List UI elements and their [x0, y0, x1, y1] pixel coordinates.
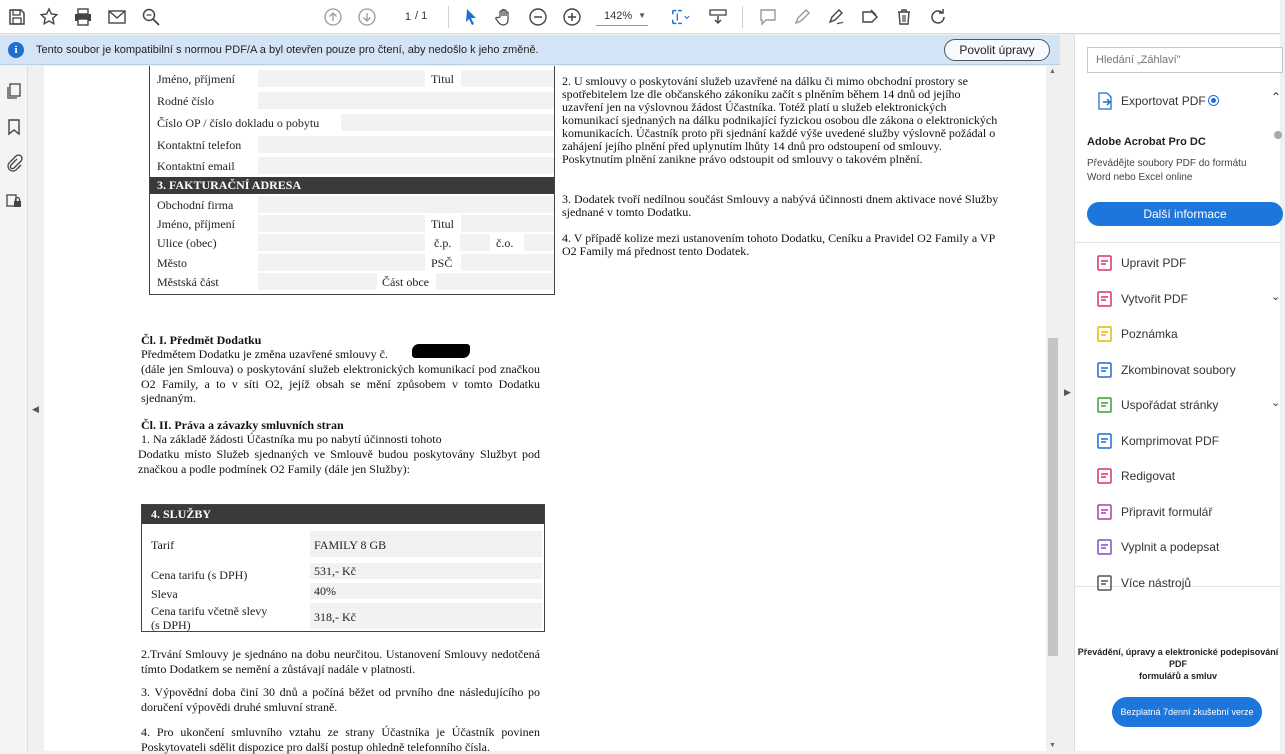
- paragraph-notice-period: 3. Výpovědní doba činí 30 dnů a počíná běžet od prvního dne následujícího po doručení výpovědi druhé smluvní straně.: [141, 685, 540, 714]
- company-field: [258, 196, 554, 213]
- form-row-name: [150, 70, 554, 88]
- left-navigation-rail: [0, 66, 28, 751]
- readonly-info-bar: [0, 35, 1060, 65]
- page-thumbnails-icon[interactable]: [3, 80, 25, 102]
- new-feature-dot-icon: [1209, 96, 1218, 105]
- paragraph-amendment-part: 3. Dodatek tvoří nedílnou součást Smlouvy a nabývá účinnosti dnem aktivace nové Služby sjednané v tomto Dodatku.: [562, 192, 999, 219]
- tool-fill-sign[interactable]: [1095, 536, 1285, 558]
- name-field: [258, 70, 425, 87]
- comment-note-icon: [1095, 324, 1115, 344]
- paragraph-duration: 2.Trvání Smlouvy je sjednáno na dobu neurčitou. Ustanovení Smlouvy nedotčená tímto Dodatkem se nemění a zůstávají nadále v platnosti.: [141, 647, 540, 676]
- birth-number-field: [258, 92, 554, 109]
- article-2-heading: Čl. II. Práva a závazky smluvních stran: [141, 418, 344, 432]
- tool-label: Redigovat: [1121, 469, 1176, 483]
- services-value: 40%: [314, 584, 336, 598]
- chevron-down-icon[interactable]: ⌄: [1271, 397, 1281, 409]
- street-field: [258, 234, 425, 251]
- close-promo-icon[interactable]: [1274, 131, 1282, 139]
- paragraph-termination: 4. Pro ukončení smluvního vztahu ze strany Účastníka je Účastník povinen Poskytovateli sdělit dispozice pro další postup ohledně telefonního čísla.: [141, 725, 540, 754]
- redacted-contract-number: [412, 344, 470, 358]
- tool-label: Zkombinovat soubory: [1121, 362, 1236, 377]
- tool-label: Vyplnit a podepsat: [1121, 540, 1220, 554]
- form-label: Číslo OP / číslo dokladu o pobytu: [157, 116, 320, 130]
- collapse-right-panel-icon[interactable]: ▶: [1064, 387, 1071, 397]
- scroll-down-icon[interactable]: ▼: [1049, 742, 1056, 749]
- services-key: Sleva: [151, 587, 178, 601]
- free-trial-button[interactable]: Bezplatná 7denní zkušební verze: [1112, 697, 1262, 727]
- attachment-icon[interactable]: [3, 152, 25, 174]
- tools-search-input[interactable]: [1087, 47, 1283, 73]
- form-label: Obchodní firma: [157, 198, 234, 212]
- fill-sign-icon: [1095, 537, 1115, 557]
- tool-combine-files[interactable]: [1095, 359, 1285, 381]
- tool-label: Poznámka: [1121, 327, 1178, 341]
- form-label: Město: [157, 256, 187, 270]
- scrollbar-thumb[interactable]: [1048, 338, 1058, 656]
- collapse-left-panel-icon[interactable]: ◀: [32, 404, 39, 414]
- city-field: [258, 254, 425, 271]
- id-number-field: [341, 114, 554, 131]
- form-row-birth-number: [150, 92, 554, 110]
- page-total: / 1: [415, 10, 428, 22]
- chevron-down-icon[interactable]: ⌄: [1271, 290, 1281, 303]
- district-part-field: [436, 273, 554, 290]
- tool-label: Připravit formulář: [1121, 504, 1213, 519]
- zoom-level-select[interactable]: [596, 8, 648, 26]
- form-row-district: [150, 273, 554, 291]
- info-message: Tento soubor je kompatibilní s normou PDF/A a byl otevřen pouze pro čtení, aby nedošlo k jeho změně.: [36, 44, 539, 56]
- article-1-heading: Čl. I. Předmět Dodatku: [141, 333, 262, 347]
- pdf-document-view: [44, 66, 1046, 754]
- bookmark-icon[interactable]: [3, 116, 25, 138]
- form-label: Jméno, příjmení: [157, 72, 235, 86]
- zip-field: [461, 254, 554, 271]
- form-label: Ulice (obec): [157, 236, 217, 250]
- comment-icon[interactable]: [755, 4, 781, 30]
- more-info-button[interactable]: Další informace: [1087, 202, 1283, 226]
- form-row-company: [150, 196, 554, 214]
- co-field: [524, 234, 554, 251]
- zoom-level-value: 142%: [604, 10, 633, 22]
- billing-name-field: [258, 215, 425, 232]
- services-table: [141, 504, 545, 632]
- phone-field: [258, 136, 554, 153]
- organize-pages-icon: [1095, 395, 1115, 415]
- tool-redact[interactable]: [1095, 465, 1285, 487]
- edit-pdf-icon: [1095, 253, 1115, 273]
- security-lock-icon[interactable]: [3, 190, 25, 212]
- scroll-mode-icon[interactable]: [705, 4, 731, 30]
- article-1-line1: Předmětem Dodatku je změna uzavřené smlouvy č.: [141, 347, 388, 361]
- paragraph-collision-priority: 4. V případě kolize mezi ustanovením tohoto Dodatku, Ceníku a Pravidel O2 Family a VP O2 Family má přednost tento Dodatek.: [562, 231, 995, 258]
- compress-pdf-icon: [1095, 431, 1115, 451]
- services-value: 531,- Kč: [314, 564, 356, 578]
- select-cursor-icon[interactable]: [458, 4, 484, 30]
- article-1-body: (dále jen Smlouva) o poskytování služeb elektronických komunikací pod značkou O2 Family, a to v síti O2, jejíž obsah se mění způsobem v tomto Dodatku sjednaným.: [141, 362, 540, 405]
- form-label: č.p.: [434, 236, 452, 250]
- services-key: (s DPH): [151, 618, 191, 632]
- zoom-out-icon[interactable]: [525, 4, 551, 30]
- rotate-icon[interactable]: [925, 4, 951, 30]
- main-toolbar: [0, 0, 1280, 34]
- form-row-phone: [150, 136, 554, 154]
- promo-bottom-line2: formulářů a smluv: [1138, 671, 1218, 681]
- prepare-form-icon: [1095, 502, 1115, 522]
- services-row-tariff: [142, 531, 544, 557]
- star-icon[interactable]: [36, 4, 62, 30]
- tool-more-tools[interactable]: [1095, 572, 1285, 594]
- form-label: Rodné číslo: [157, 94, 214, 108]
- tool-organize-pages[interactable]: [1095, 394, 1285, 416]
- chevron-down-icon: ▼: [638, 11, 646, 20]
- chevron-up-icon[interactable]: ⌃: [1271, 90, 1282, 104]
- export-pdf-tool[interactable]: [1095, 90, 1285, 112]
- customer-form-table: [149, 66, 555, 295]
- tool-label: Vytvořit PDF: [1121, 291, 1188, 306]
- services-value: 318,- Kč: [314, 610, 356, 624]
- highlight-pen-icon[interactable]: [789, 4, 815, 30]
- tools-right-panel: [1074, 35, 1280, 751]
- services-row-price: [142, 563, 544, 581]
- form-label: Titul: [431, 217, 454, 231]
- more-tools-icon: [1095, 573, 1115, 593]
- scroll-up-icon[interactable]: ▲: [1049, 68, 1056, 75]
- form-label: Kontaktní telefon: [157, 138, 242, 152]
- form-row-city: [150, 254, 554, 272]
- services-key: Cena tarifu včetně slevy: [151, 604, 268, 618]
- form-label: Městská část: [157, 275, 219, 289]
- form-label: Kontaktní email: [157, 159, 235, 173]
- billing-address-heading: 3. FAKTURAČNÍ ADRESA: [150, 177, 554, 194]
- form-row-billing-name: [150, 215, 554, 233]
- services-key: Tarif: [151, 538, 175, 552]
- promo-description: Převádějte soubory PDF do formátu Word nebo Excel online: [1087, 158, 1247, 183]
- title-field: [461, 70, 554, 87]
- article-2-body: Dodatku místo Služeb sjednaných ve Smlouvě budou poskytovány Službyt pod značkou a podle podmínek O2 Family (dále jen Služby):: [138, 447, 540, 476]
- form-row-id-number: [150, 114, 554, 132]
- promo-title: Adobe Acrobat Pro DC: [1087, 136, 1206, 148]
- search-icon[interactable]: [138, 4, 164, 30]
- tool-label: Komprimovat PDF: [1121, 433, 1220, 448]
- form-label: PSČ: [431, 256, 453, 270]
- page-number-input[interactable]: [387, 8, 411, 26]
- delete-icon[interactable]: [891, 4, 917, 30]
- services-heading: 4. SLUŽBY: [142, 505, 544, 524]
- stamp-tag-icon[interactable]: [857, 4, 883, 30]
- draw-signature-icon[interactable]: [823, 4, 849, 30]
- page-fit-icon[interactable]: [666, 4, 694, 30]
- redact-icon: [1095, 466, 1115, 486]
- article-2-line1: 1. Na základě žádosti Účastníka mu po nabytí účinnosti tohoto: [141, 432, 442, 446]
- services-row-final-price: [142, 603, 544, 631]
- info-icon: i: [8, 42, 24, 58]
- export-pdf-icon: [1095, 91, 1115, 111]
- document-scrollbar[interactable]: [1046, 66, 1060, 751]
- combine-files-icon: [1095, 360, 1115, 380]
- form-row-email: [150, 157, 554, 175]
- export-pdf-label: Exportovat PDF: [1121, 94, 1206, 108]
- form-label: Jméno, příjmení: [157, 217, 235, 231]
- tool-label: Upravit PDF: [1121, 256, 1187, 270]
- tool-label: Uspořádat stránky: [1121, 398, 1219, 412]
- print-icon[interactable]: [70, 4, 96, 30]
- form-label: Část obce: [382, 275, 429, 289]
- allow-edit-button[interactable]: Povolit úpravy: [944, 39, 1050, 61]
- district-field: [258, 273, 377, 290]
- previous-page-icon[interactable]: [320, 4, 346, 30]
- create-pdf-icon: [1095, 289, 1115, 309]
- cp-field: [460, 234, 490, 251]
- services-key: Cena tarifu (s DPH): [151, 568, 248, 582]
- tool-edit-pdf[interactable]: [1095, 252, 1285, 274]
- tool-label: Více nástrojů: [1121, 575, 1192, 590]
- save-icon[interactable]: [4, 4, 30, 30]
- billing-title-field: [461, 215, 554, 232]
- tool-prepare-form[interactable]: [1095, 501, 1285, 523]
- form-label: Titul: [431, 72, 454, 86]
- mail-icon[interactable]: [104, 4, 130, 30]
- services-row-discount: [142, 583, 544, 601]
- form-row-street: [150, 234, 554, 252]
- tool-comment[interactable]: [1095, 323, 1285, 345]
- paragraph-distance-contract: 2. U smlouvy o poskytování služeb uzavřené na dálku či mimo obchodní prostory se spotřebitelem lze dle občanského zákoníku začít s plněním během 14 dnů od jejího uzavření jen na výslovnou žádost Účastníka. Totéž platí u služeb elektronických komunikací sjednaných na dálku podnikající fyzickou osobou dle zákona o elektronických komunikacích. Účastník proto při sjednání každé výše uvedené služby výslovně požádal o zahájení jejího plnění před uplynutím lhůty 14 dnů pro odstoupení od smlouvy. Poskytnutím plnění zanikne právo odstoupit od smlouvy o takovém plnění.: [562, 74, 998, 166]
- services-value: FAMILY 8 GB: [314, 538, 387, 552]
- next-page-icon[interactable]: [354, 4, 380, 30]
- email-field: [258, 157, 554, 174]
- tool-compress-pdf[interactable]: [1095, 430, 1285, 452]
- tool-create-pdf[interactable]: [1095, 288, 1285, 310]
- hand-tool-icon[interactable]: [491, 4, 517, 30]
- promo-bottom-text: [1075, 646, 1281, 682]
- zoom-in-icon[interactable]: [559, 4, 585, 30]
- promo-bottom-line1: Převádění, úpravy a elektronické podepisování PDF: [1077, 647, 1279, 669]
- form-label: č.o.: [496, 236, 514, 250]
